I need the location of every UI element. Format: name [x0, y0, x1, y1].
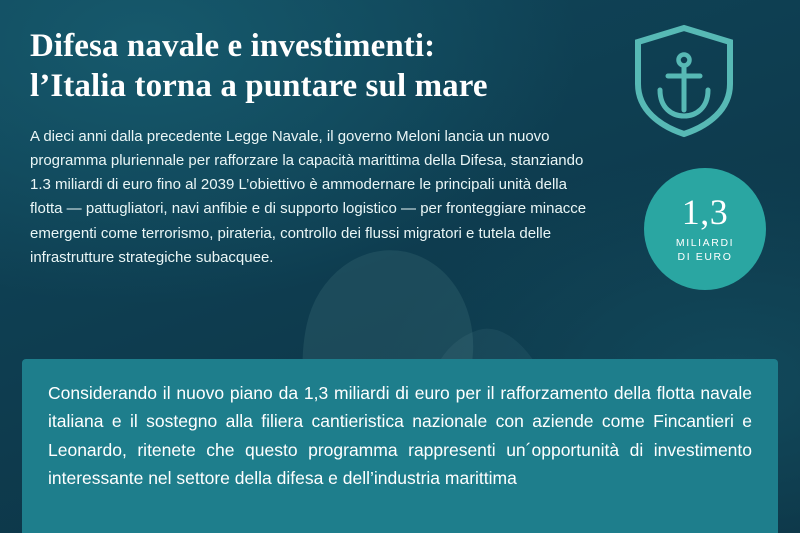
figure-badge — [644, 168, 766, 290]
badge-unit — [676, 236, 734, 264]
headline-line-2: l’Italia torna a puntare sul mare — [30, 68, 488, 105]
shield-anchor-icon — [630, 22, 738, 140]
badge-unit-line2: DI EURO — [677, 251, 733, 263]
body-copy — [30, 125, 600, 271]
question-panel — [22, 359, 778, 533]
question-text: Considerando il nuovo piano da 1,3 miliardi di euro per il rafforzamento della flotta navale italiana e il sostegno alla filiera cantieristica nazionale con aziende come Fincantieri e Leonardo, ritenete che questo programma rappresenti un´opportunità di investimento interessante nel settore della difesa e dell’industria marittima — [48, 383, 752, 489]
badge-unit-line1: MILIARDI — [675, 236, 735, 249]
page-title — [30, 26, 630, 107]
body-paragraph: A dieci anni dalla precedente Legge Navale, il governo Meloni lancia un nuovo programma pluriennale per rafforzare la capacità marittima della Difesa, stanziando 1.3 miliardi di euro fino al 2039 L’obiettivo è ammodernare le principali unità della flotta — pattugliatori, navi anfibie e di supporto logistico — per fronteggiare minacce emergenti come terrorismo, pirateria, controllo dei flussi migratori e tutela delle infrastrutture strategiche subacquee. — [30, 127, 587, 266]
badge-amount: 1,3 — [681, 191, 729, 232]
headline-line-1: Difesa navale e investimenti: — [30, 28, 436, 64]
